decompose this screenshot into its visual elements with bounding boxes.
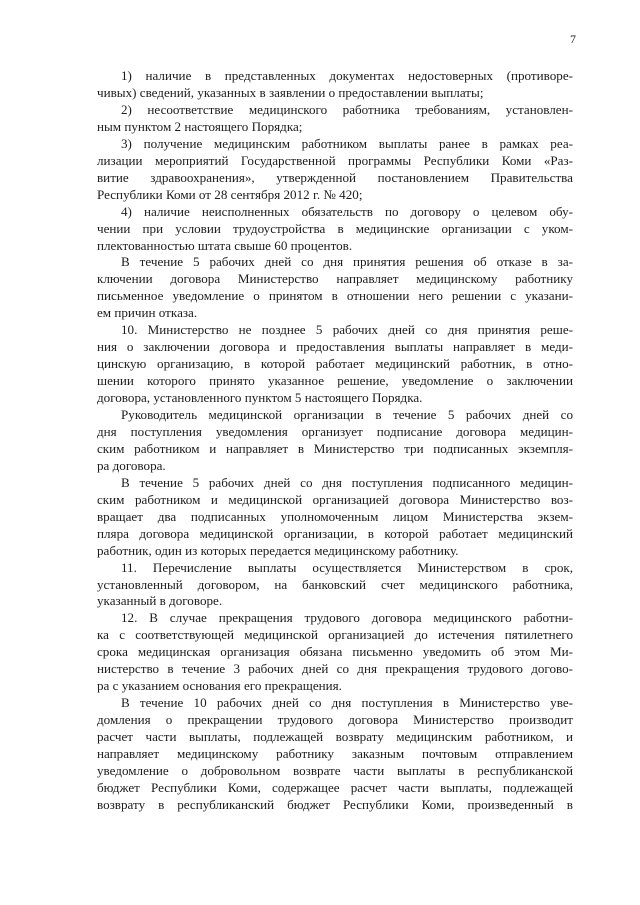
text-line: чивых) сведений, указанных в заявлении о предоставлении выплаты; bbox=[97, 85, 484, 100]
text-line: установленный договором, на банковский счет медицинского работника, bbox=[97, 576, 573, 592]
page-number: 7 bbox=[570, 32, 576, 46]
text-line: В течение 10 рабочих дней со дня поступления в Министерство уве- bbox=[121, 695, 573, 711]
text-line: В течение 5 рабочих дней со дня принятия решения об отказе в за- bbox=[121, 254, 573, 270]
text-line: ским работником и направляет в Министерство три подписанных экземпля- bbox=[97, 440, 573, 456]
text-line: чении при условии трудоустройства в медицинские организации с уком- bbox=[97, 220, 573, 236]
text-line: ным пунктом 2 настоящего Порядка; bbox=[97, 118, 303, 134]
text-line: домления о прекращении трудового договора Министерство производит bbox=[97, 712, 573, 728]
text-line: направляет медицинскому работнику заказным почтовым отправлением bbox=[97, 746, 573, 761]
text-line: договора, установленного пунктом 5 настоящего Порядка. bbox=[97, 390, 423, 406]
text-line: 11. Перечисление выплаты осуществляется Министерством в срок, bbox=[121, 559, 573, 575]
text-line: 4) наличие неисполненных обязательств по договору о целевом обу- bbox=[121, 203, 573, 219]
text-line: Республики Коми от 28 сентября 2012 г. № 420; bbox=[97, 186, 363, 202]
text-line: ем причин отказа. bbox=[97, 305, 198, 321]
text-line: шении которого принято указанное решение, уведомление о заключении bbox=[97, 373, 573, 389]
text-line: нистерство в течение 3 рабочих дней со дня прекращения трудового догово- bbox=[97, 661, 573, 677]
text-line: 2) несоответствие медицинского работника требованиям, установлен- bbox=[121, 101, 573, 117]
text-line: уведомление о добровольном возврате части выплаты в республиканской bbox=[97, 762, 573, 778]
text-line: 12. В случае прекращения трудового договора медицинского работни- bbox=[121, 610, 573, 626]
text-line: 3) получение медицинским работником выплаты ранее в рамках реа- bbox=[121, 135, 573, 151]
text-line: плектованностью штата свыше 60 процентов. bbox=[97, 237, 353, 253]
text-line: возврату в республиканский бюджет Республики Коми, произведенный в bbox=[97, 796, 573, 812]
text-line: ка с соответствующей медицинской организацией до истечения пятилетнего bbox=[97, 627, 573, 643]
text-line: работник, один из которых передается медицинскому работнику. bbox=[97, 542, 459, 558]
text-line: письменное уведомление о принятом в отношении него решении с указани- bbox=[97, 288, 573, 304]
text-line: ра с указанием основания его прекращения. bbox=[97, 678, 342, 694]
text-line: вращает два подписанных уполномоченным лицом Министерства экзем- bbox=[97, 508, 573, 524]
text-line: 1) наличие в представленных документах недостоверных (противоре- bbox=[121, 68, 573, 83]
text-line: ключении договора Министерство направляет медицинскому работнику bbox=[97, 271, 573, 287]
text-line: ским работником и медицинской организацией договора Министерство воз- bbox=[97, 491, 573, 507]
text-line: ния о заключении договора и предоставления выплаты направляет в меди- bbox=[97, 339, 573, 355]
text-line: срока медицинская организация обязана письменно уведомить об этом Ми- bbox=[97, 644, 573, 660]
text-line: витие здравоохранения», утвержденной постановлением Правительства bbox=[97, 169, 573, 185]
text-line: В течение 5 рабочих дней со дня поступления подписанного медицин- bbox=[121, 474, 573, 490]
text-line: ра договора. bbox=[97, 457, 166, 473]
text-line: бюджет Республики Коми, содержащее расчет части выплаты, подлежащей bbox=[97, 779, 573, 795]
text-line: 10. Министерство не позднее 5 рабочих дней со дня принятия реше- bbox=[121, 322, 573, 338]
text-line: указанный в договоре. bbox=[97, 593, 223, 609]
text-line: пляра договора медицинской организации, в которой работает медицинский bbox=[97, 525, 573, 541]
text-line: лизации мероприятий Государственной программы Республики Коми «Раз- bbox=[97, 152, 573, 168]
text-line: цинскую организацию, в которой работает медицинский работник, в отно- bbox=[97, 356, 573, 372]
text-line: расчет части выплаты, подлежащей возврату медицинским работником, и bbox=[97, 729, 573, 744]
text-line: дня поступления уведомления организует подписание договора медицин- bbox=[97, 423, 573, 439]
text-line: Руководитель медицинской организации в течение 5 рабочих дней со bbox=[121, 407, 573, 422]
